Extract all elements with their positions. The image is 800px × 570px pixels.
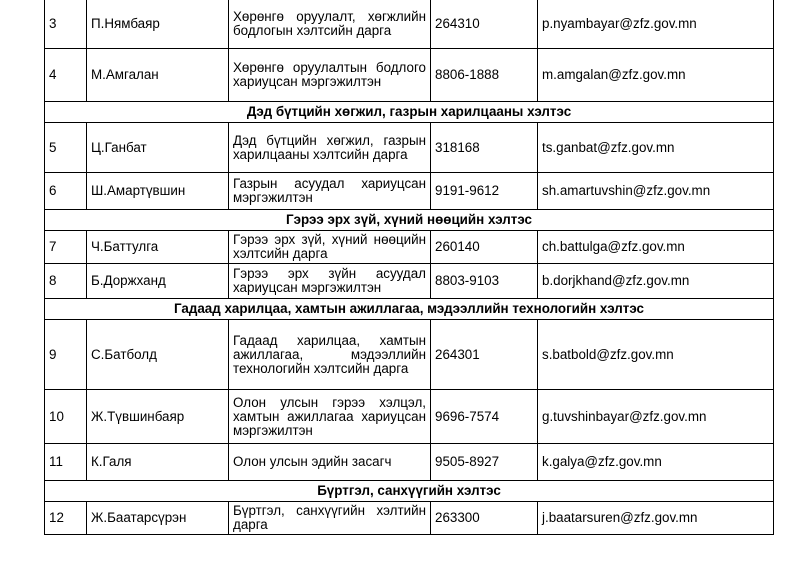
employee-name: Ц.Ганбат — [87, 123, 229, 173]
employee-name: Б.Доржханд — [87, 264, 229, 299]
section-header-row — [45, 481, 774, 502]
employee-email: ts.ganbat@zfz.gov.mn — [538, 123, 774, 173]
row-number: 11 — [45, 444, 87, 481]
table-row — [45, 390, 774, 444]
employee-phone: 264301 — [431, 320, 538, 390]
table-row — [45, 502, 774, 535]
employee-email: j.baatarsuren@zfz.gov.mn — [538, 502, 774, 535]
row-number: 9 — [45, 320, 87, 390]
employee-email: g.tuvshinbayar@zfz.gov.mn — [538, 390, 774, 444]
employee-email: b.dorjkhand@zfz.gov.mn — [538, 264, 774, 299]
row-number: 6 — [45, 173, 87, 210]
employee-position: Бүртгэл, санхүүгийн хэлтийн дарга — [229, 502, 431, 535]
section-title: Гэрээ эрх зүй, хүний нөөцийн хэлтэс — [45, 210, 774, 231]
table-row — [45, 0, 774, 49]
employee-phone: 9505-8927 — [431, 444, 538, 481]
employee-name: Ж.Түвшинбаяр — [87, 390, 229, 444]
table-row — [45, 49, 774, 102]
employee-name: П.Нямбаяр — [87, 0, 229, 49]
table-row — [45, 173, 774, 210]
employee-position: Хөрөнгө оруулалт, хөгжлийн бодлогын хэлтсийн дарга — [229, 0, 431, 49]
employee-email: k.galya@zfz.gov.mn — [538, 444, 774, 481]
employee-position: Олон улсын эдийн засагч — [229, 444, 431, 481]
table-row — [45, 123, 774, 173]
employee-email: s.batbold@zfz.gov.mn — [538, 320, 774, 390]
employee-phone: 8803-9103 — [431, 264, 538, 299]
staff-directory-table — [44, 0, 774, 535]
employee-position: Дэд бүтцийн хөгжил, газрын харилцааны хэлтсийн дарга — [229, 123, 431, 173]
employee-phone: 318168 — [431, 123, 538, 173]
section-title: Бүртгэл, санхүүгийн хэлтэс — [45, 481, 774, 502]
employee-email: sh.amartuvshin@zfz.gov.mn — [538, 173, 774, 210]
employee-phone: 9696-7574 — [431, 390, 538, 444]
employee-email: m.amgalan@zfz.gov.mn — [538, 49, 774, 102]
employee-phone: 263300 — [431, 502, 538, 535]
employee-position: Хөрөнгө оруулалтын бодлого хариуцсан мэргэжилтэн — [229, 49, 431, 102]
employee-position: Гэрээ эрх зүйн асуудал хариуцсан мэргэжилтэн — [229, 264, 431, 299]
employee-name: С.Батболд — [87, 320, 229, 390]
employee-phone: 9191-9612 — [431, 173, 538, 210]
section-header-row — [45, 299, 774, 320]
employee-position: Гадаад харилцаа, хамтын ажиллагаа, мэдээллийн технологийн хэлтсийн дарга — [229, 320, 431, 390]
table-row — [45, 320, 774, 390]
section-title: Гадаад харилцаа, хамтын ажиллагаа, мэдээллийн технологийн хэлтэс — [45, 299, 774, 320]
employee-position: Гэрээ эрх зүй, хүний нөөцийн хэлтсийн дарга — [229, 231, 431, 264]
employee-name: М.Амгалан — [87, 49, 229, 102]
row-number: 4 — [45, 49, 87, 102]
table-row — [45, 231, 774, 264]
employee-phone: 8806-1888 — [431, 49, 538, 102]
employee-name: Ж.Баатарсүрэн — [87, 502, 229, 535]
table-row — [45, 444, 774, 481]
employee-name: К.Галя — [87, 444, 229, 481]
employee-position: Олон улсын гэрээ хэлцэл, хамтын ажиллагаа хариуцсан мэргэжилтэн — [229, 390, 431, 444]
row-number: 7 — [45, 231, 87, 264]
row-number: 8 — [45, 264, 87, 299]
employee-phone: 260140 — [431, 231, 538, 264]
section-title: Дэд бүтцийн хөгжил, газрын харилцааны хэлтэс — [45, 102, 774, 123]
employee-email: p.nyambayar@zfz.gov.mn — [538, 0, 774, 49]
table-row — [45, 264, 774, 299]
section-header-row — [45, 210, 774, 231]
employee-name: Ш.Амартүвшин — [87, 173, 229, 210]
employee-name: Ч.Баттулга — [87, 231, 229, 264]
row-number: 5 — [45, 123, 87, 173]
row-number: 12 — [45, 502, 87, 535]
employee-phone: 264310 — [431, 0, 538, 49]
employee-position: Газрын асуудал хариуцсан мэргэжилтэн — [229, 173, 431, 210]
employee-email: ch.battulga@zfz.gov.mn — [538, 231, 774, 264]
section-header-row — [45, 102, 774, 123]
row-number: 3 — [45, 0, 87, 49]
row-number: 10 — [45, 390, 87, 444]
